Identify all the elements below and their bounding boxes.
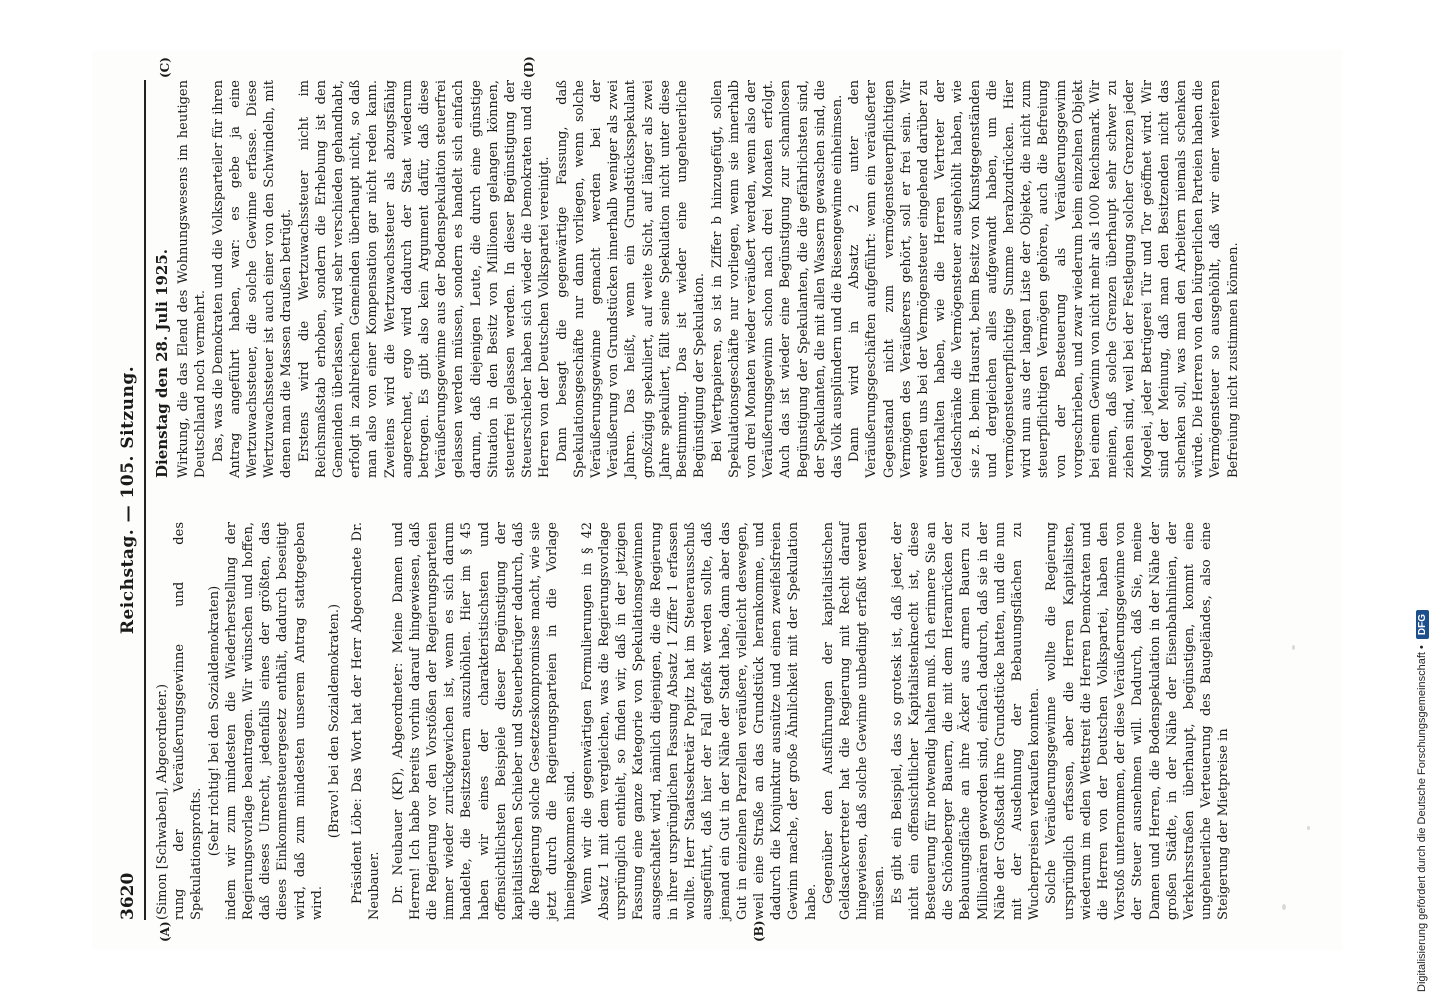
margin-marker-b: (B) (752, 920, 766, 942)
scan-speck (1307, 826, 1310, 830)
page-number: 3620 (118, 872, 138, 920)
president-remark: Präsident Löbe: Das Wort hat der Herr Abgeordnete Dr. Neubauer. (350, 522, 383, 920)
date-line: Dienstag den 28. Juli 1925. (153, 248, 171, 478)
digitization-note (1402, 8, 1434, 992)
paragraph: rung der Veräußerungsgewinne und des Spekulationsprofits. (172, 522, 205, 920)
right-text-column (154, 80, 1242, 478)
header-rule (144, 80, 146, 920)
speech-paragraph: Erstens wird die Wertzuwachssteuer nicht im Reichsmaßstab erhoben, sondern die Erhebung ist den Gemeinden überlassen, wird sehr verschieden gehandhabt, erfolgt in zahlreichen Gemeinden überhaupt nicht, so daß man also von einer Kompensation gar nicht reden kann. Zweitens wird die Wertzuwachssteuer als abzugsfähig angerechnet, ergo wird dadurch der Staat wiederum betrogen. Es gibt also kein Argument dafür, daß diese Veräußerungsgewinne aus der Bodenspekulation steuerfrei gelassen werden müssen, sondern es handelt sich einfach darum, daß diejenigen Leute, die durch eine günstige Situation in den Besitz von Millionen gelangen können, steuerfrei gelassen werden. In dieser Begünstigung der Steuerschieber haben sich wieder die Demokraten und die Herren von der Deutschen Volkspartei vereinigt. (296, 80, 553, 478)
margin-marker-a: (A) (158, 921, 172, 942)
speech-paragraph: Wenn wir die gegenwärtigen Formulierungen in § 42 Absatz 1 mit dem vergleichen, was die Regierungsvorlage ursprünglich enthielt, so finden wir, daß in der jetzigen Fassung eine ganze Kategorie von Spekulationsgewinnen ausgeschaltet wird, nämlich diejenigen, die die Regierung in ihrer ursprünglichen Fassung Absatz 1 Ziffer 1 erfassen wollte. Herr Staatssekretär Popitz hat im Steuerausschuß ausgeführt, daß hier der Fall gefaßt werden sollte, daß jemand ein Gut in der Nähe der Stadt habe, dann aber das Gut in einzelnen Parzellen veräußere, vielleicht deswegen, weil eine Straße an das Grundstück herankomme, und dadurch die Konjunktur ausnütze und einen zweifelsfreien Gewinn mache, der große Ähnlichkeit mit der Spekulation habe. (579, 522, 819, 920)
speech-paragraph: Solche Veräußerungsgewinne wollte die Regierung ursprünglich erfassen, aber die Herren Kapitalisten, wiederum im edlen Wettstreit die Herren Demokraten und die Herren von der Deutschen Volkspartei, haben den Vorstoß unternommen, der diese Veräußerungsgewinne von der Steuer ausnehmen will. Dadurch, daß Sie, meine Damen und Herren, die Bodenspekulation in der Nähe der großen Städte, in der Nähe der Eisenbahnlinien, der Verkehrsstraßen überhaupt, begünstigen, kommt eine ungeheuerliche Verteuerung des Baugeländes, also eine Steigerung der Mietpreise in (1044, 522, 1232, 920)
rotated-document-page (92, 50, 1342, 950)
speech-paragraph: Dann besagt die gegenwärtige Fassung, daß Spekulationsgeschäfte nur dann vorliegen, wenn solche Veräußerungsgewinne gemacht werden bei der Veräußerung von Grundstücken innerhalb weniger als zwei Jahren. Das heißt, wenn ein Grundstücksspekulant großzügig spekuliert, auf weite Sicht, auf länger als zwei Jahre spekuliert, fällt seine Spekulation nicht unter diese Bestimmung. Das ist wieder eine ungeheuerliche Begünstigung der Spekulation. (554, 80, 708, 478)
session-title: Reichstag. — 105. Sitzung. (118, 365, 138, 635)
speech-paragraph: Es gibt ein Beispiel, das so grotesk ist, daß jeder, der nicht ein offensichtlicher Kapitalistenknecht ist, diese Besteuerung für notwendig halten muß. Ich erinnere Sie an die Schöneberger Bauern, die mit dem Heranrücken der Bebauungsfläche an ihre Äcker aus armen Bauern zu Millionären geworden sind, einfach dadurch, daß sie in der Nähe der Großstadt ihre Grundstücke hatten, und die nun mit der Ausdehnung der Bebauungsflächen zu Wucherpreisen verkaufen konnten. (889, 522, 1043, 920)
speaker-continuation: (Simon [Schwaben], Abgeordneter.) (155, 683, 170, 920)
margin-marker-c: (C) (158, 57, 172, 78)
speech-paragraph: Dr. Neubauer (KP), Abgeordneter: Meine Damen und Herren! Ich habe bereits vorhin darauf hingewiesen, daß die Regierung vor den Vorstößen der Regierungsparteien immer wieder zurückgewichen ist, wenn es sich darum handelte, die Besitzsteuern auszuhöhlen. Hier im § 45 haben wir eines der charakteristischsten und offensichtlichsten Beispiele dieser Begünstigung der kapitalistischen Schieber und Steuerbetrüger dadurch, daß die Regierung solche Gesetzeskompromisse macht, wie sie jetzt durch die Regierungsparteien in die Vorlage hineingekommen sind. (390, 522, 578, 920)
speech-paragraph: Das, was die Demokraten und die Volksparteiler für ihren Antrag angeführt haben, war: es gebe ja eine Wertzuwachssteuer, die solche Gewinne erfasse. Diese Wertzuwachssteuer ist auch einer von den Schwindeln, mit denen man die Massen draußen betrügt. (210, 80, 295, 478)
left-text-column (154, 522, 1233, 920)
dfg-logo: DFG (1416, 610, 1429, 639)
paragraph: indem wir zum mindesten die Wiederherstellung der Regierungsvorlage beantragen. Wir wünschen und hoffen, daß dieses Unrecht, jedenfalls eines der größten, das dieses Einkommensteuergesetz enthält, dadurch beseitigt wird, daß zum mindesten unserem Antrag stattgegeben wird. (223, 522, 325, 920)
speech-paragraph: Dann wird in Absatz 2 unter den Veräußerungsgeschäften aufgeführt: wenn ein veräußerter Gegenstand nicht zum vermögensteuerpflichtigen Vermögen des Veräußerers gehört, soll er frei sein. Wir werden uns bei der Vermögensteuer eingehend darüber zu unterhalten haben, wie die Herren Vertreter der Geldschränke die Vermögensteuer ausgehöhlt haben, wie sie z. B. beim Hausrat, beim Besitz von Kunstgegenständen und dergleichen alles aufgewandt haben, um die vermögensteuerpflichtige Summe herabzudrücken. Hier wird nun aus der langen Liste der Objekte, die nicht zum steuerpflichtigen Vermögen gehören, auch die Befreiung von der Besteuerung als Veräußerungsgewinn vorgeschrieben, und zwar wiederum beim einzelnen Objekt bei einem Gewinn von nicht mehr als 1000 Reichsmark. Wir meinen, daß solche Grenzen überhaupt sehr schwer zu ziehen sind, weil bei der Festlegung solcher Grenzen jeder Mogelei, jeder Betrügerei Tür und Tor geöffnet wird. Wir sind der Meinung, daß man den Besitzenden nicht das schenken soll, was man den Arbeitern niemals schenken würde. Die Herren von den bürgerlichen Parteien haben die Vermögensteuer so ausgehöhlt, daß wir einer weiteren Befreiung nicht zustimmen können. (847, 80, 1241, 478)
scan-speck (1282, 904, 1286, 910)
interjection: (Bravo! bei den Sozialdemokraten.) (327, 603, 343, 839)
funding-note-text: Digitalisierung gefördert durch die Deutsche Forschungsgemeinschaft • (1416, 645, 1428, 992)
speech-paragraph: Wirkung, die das Elend des Wohnungswesens im heutigen Deutschland noch vermehrt. (176, 80, 209, 478)
speech-paragraph: Bei Wertpapieren, so ist in Ziffer b hinzugefügt, sollen Spekulationsgeschäfte nur vorliegen, wenn sie innerhalb von drei Monaten wieder veräußert werden, wenn also der Veräußerungsgewinn schon nach drei Monaten erfolgt. Auch das ist wieder eine Begünstigung zur schamlosen Begünstigung der Spekulanten, die die gefährlichsten sind, der Spekulanten, die mit allen Wassern gewaschen sind, die das Volk ausplündern und die Riesengewinne einheimsen. (709, 80, 845, 478)
speech-paragraph: Gegenüber den Ausführungen der kapitalistischen Geldsackvertreter hat die Regierung mit Recht darauf hingewiesen, daß solche Gewinne unbedingt erfaßt werden müssen. (820, 522, 888, 920)
interjection: (Sehr richtig! bei den Sozialdemokraten) (206, 585, 222, 857)
scan-speck (1292, 645, 1295, 650)
margin-marker-d: (D) (522, 56, 536, 78)
